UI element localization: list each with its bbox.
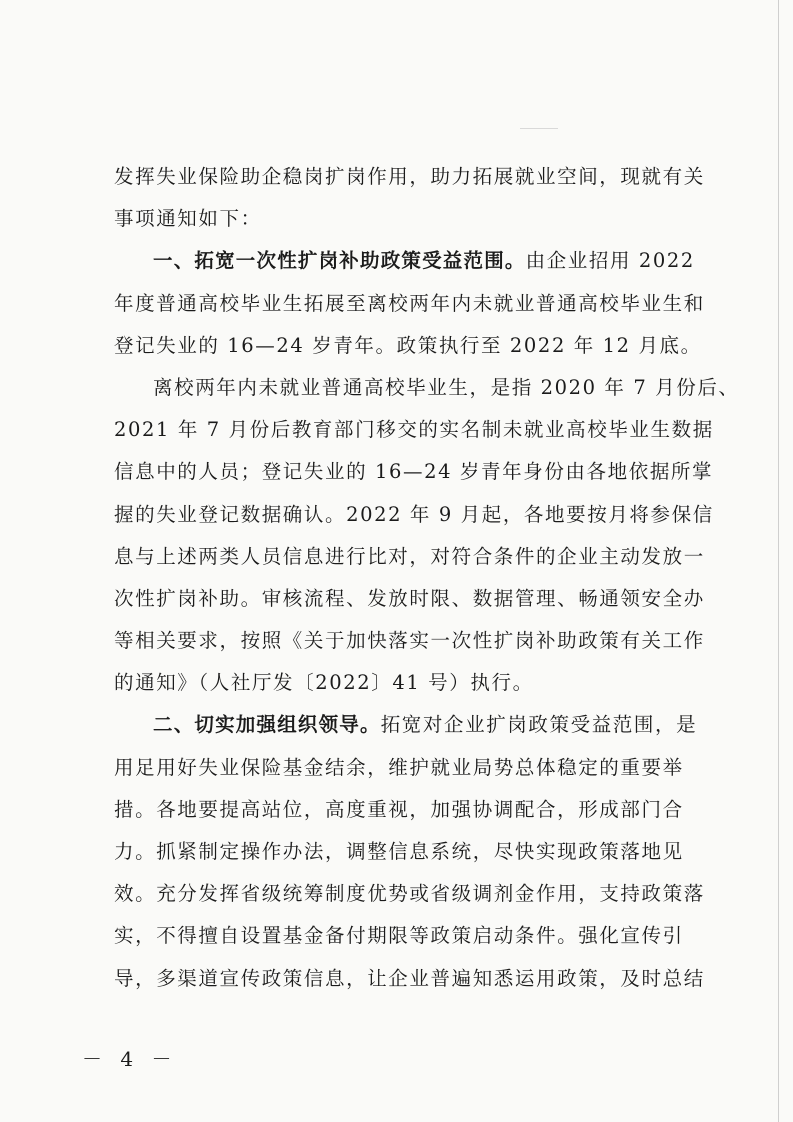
section-one-first-line-text: 由企业招用 2022 — [525, 249, 695, 273]
section-two-heading: 二、切实加强组织领导。 — [153, 713, 381, 737]
text-line: 等相关要求，按照《关于加快落实一次性扩岗补助政策有关工作 — [114, 629, 705, 653]
text-line: 力。抓紧制定操作办法，调整信息系统，尽快实现政策落地见 — [114, 840, 684, 863]
text-line: 离校两年内未就业普通高校毕业生，是指 2020 年 7 月份后、 — [153, 375, 740, 399]
section-two-first-line-text: 拓宽对企业扩岗政策受益范围，是 — [380, 713, 698, 737]
text-line: 发挥失业保险助企稳岗扩岗作用，助力拓展就业空间，现就有关 — [114, 165, 705, 188]
text-line: 措。各地要提高站位，高度重视，加强协调配合，形成部门合 — [114, 797, 684, 821]
document-body — [114, 156, 740, 1000]
text-line: 年度普通高校毕业生拓展至离校两年内未就业普通高校毕业生和 — [114, 291, 705, 315]
text-line: 2021 年 7 月份后教育部门移交的实名制未就业高校毕业生数据 — [114, 418, 714, 442]
text-line: 导，多渠道宣传政策信息，让企业普遍知悉运用政策，及时总结 — [114, 966, 705, 990]
section-one-heading: 一、拓宽一次性扩岗补助政策受益范围。 — [153, 249, 526, 273]
text-line: 的通知》（人社厅发〔2022〕41 号）执行。 — [114, 671, 534, 695]
text-line: 息与上述两类人员信息进行比对，对符合条件的企业主动发放一 — [114, 544, 705, 568]
section-two-first-line — [114, 704, 698, 746]
scan-artifact — [520, 128, 558, 129]
text-line: 信息中的人员；登记失业的 16—24 岁青年身份由各地依据所掌 — [114, 460, 714, 484]
text-line: 事项通知如下： — [114, 207, 262, 231]
text-line: 握的失业登记数据确认。2022 年 9 月起，各地要按月将参保信 — [114, 502, 714, 526]
text-line: 效。充分发挥省级统筹制度优势或省级调剂金作用，支持政策落 — [114, 882, 705, 906]
scan-edge-line — [778, 0, 779, 1122]
text-line: 次性扩岗补助。审核流程、发放时限、数据管理、畅通领安全办 — [114, 586, 705, 610]
page-number: － 4 － — [82, 1047, 178, 1071]
text-line: 用足用好失业保险基金结余，维护就业局势总体稳定的重要举 — [114, 755, 684, 779]
text-line: 实，不得擅自设置基金备付期限等政策启动条件。强化宣传引 — [114, 924, 684, 948]
section-one-first-line — [114, 240, 695, 282]
text-line: 登记失业的 16—24 岁青年。政策执行至 2022 年 12 月底。 — [114, 333, 702, 357]
